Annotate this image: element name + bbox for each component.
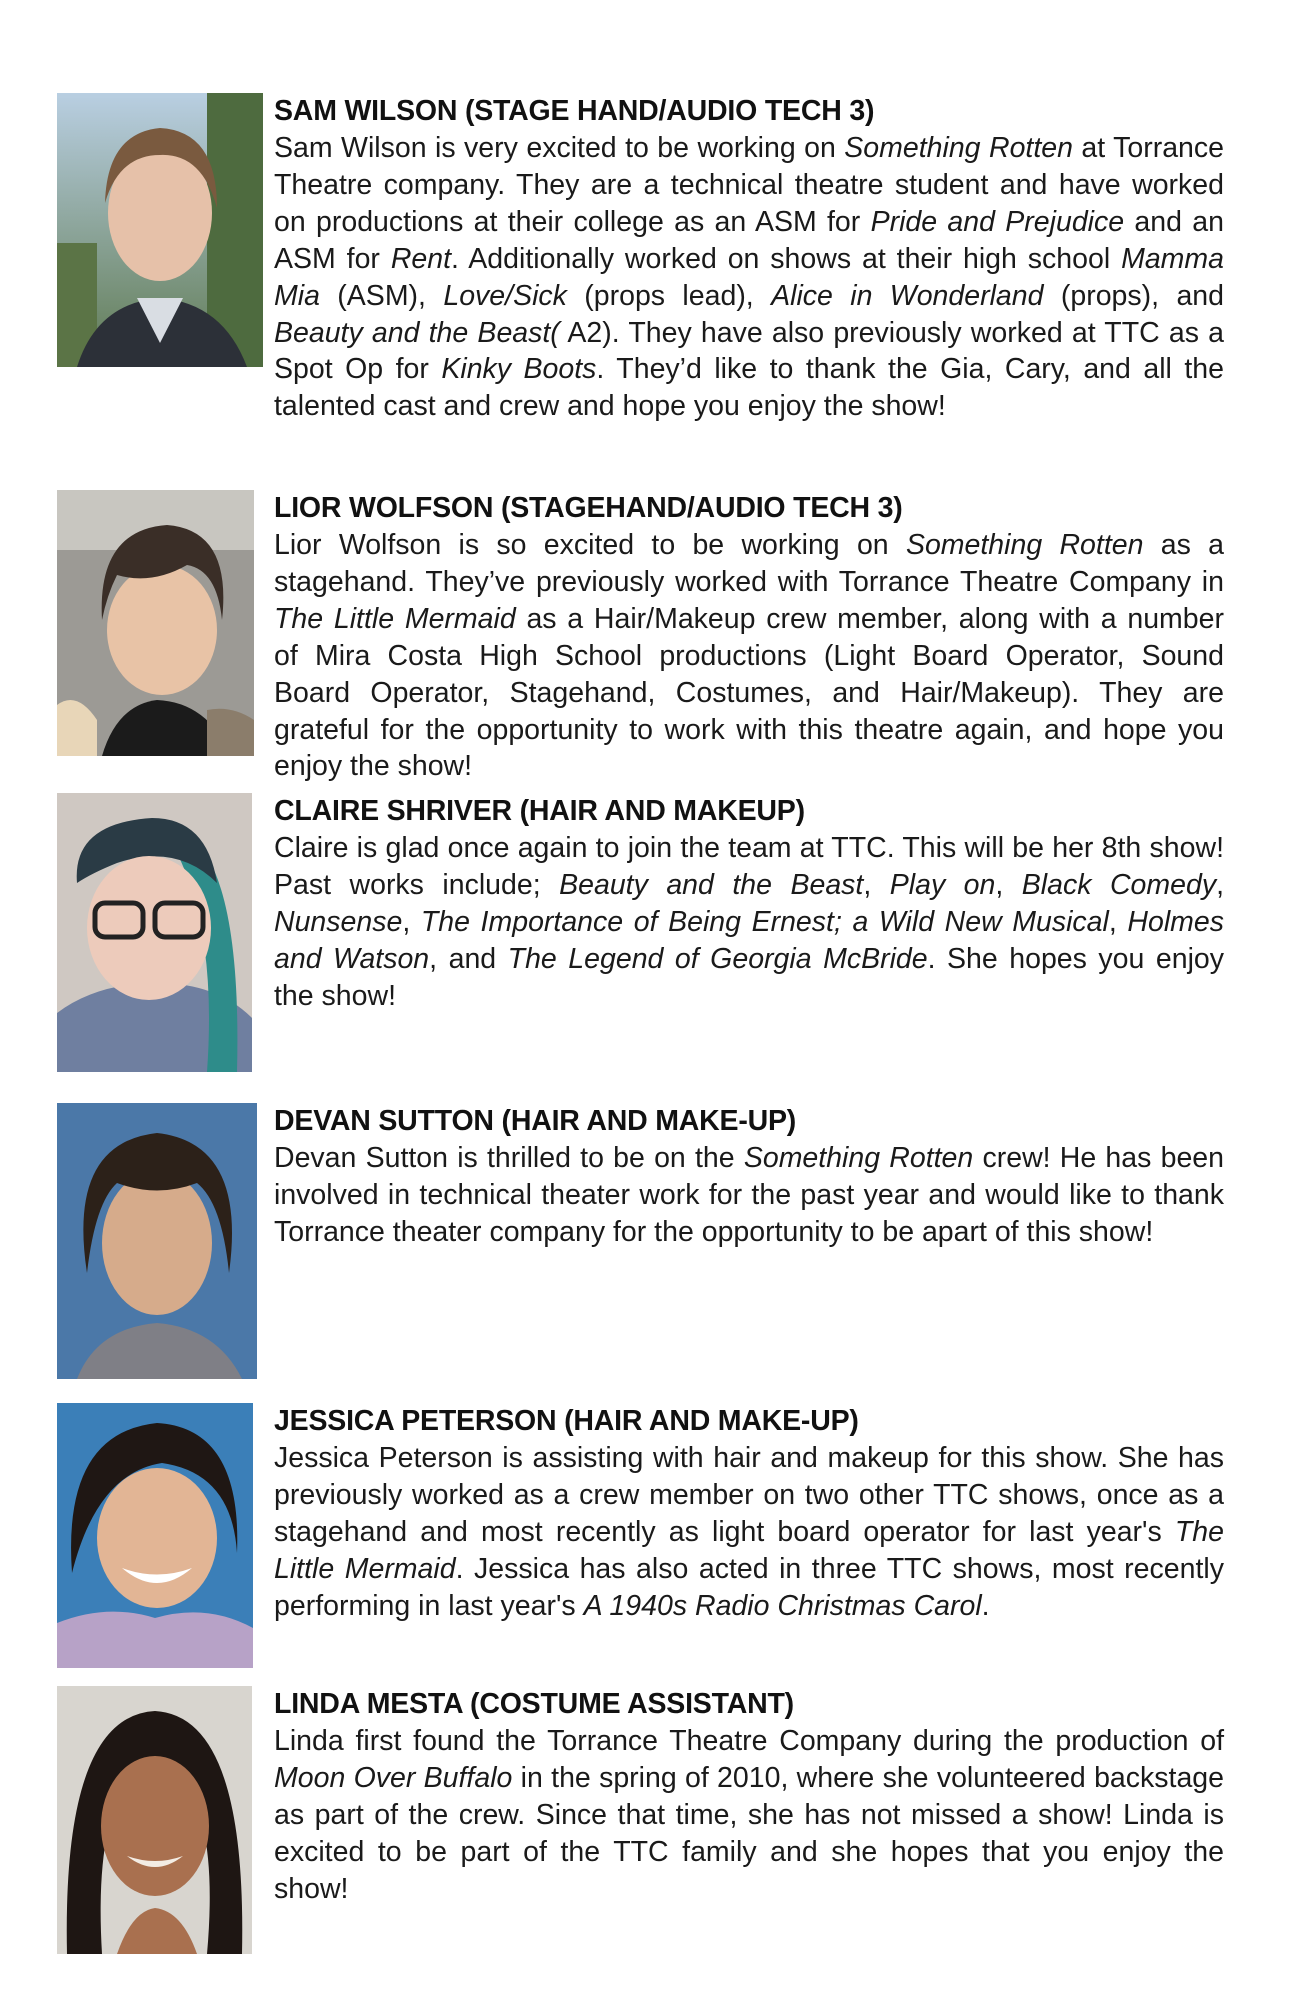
bio-text-run: (props lead), [566,279,772,312]
portrait-image [57,793,252,1072]
bio-text-run: . They’d like to thank the Gia, Cary, and all the talented cast and crew and hope you enjoy the show! [274,353,1224,423]
bio-text-run: as a Hair/Makeup crew member, along with a number of Mira Costa High School productions (Light Board Operator, Sound Board Operator, Stagehand, Costumes, and Hair/Makeup). They are grateful for the opportunity to work with this theatre again, and hope you enjoy the show! [274,602,1224,783]
bio-text-run: as a stagehand. They’ve previously worked with Torrance Theatre Company in [274,529,1224,598]
bio-text-run: , [402,905,421,938]
bio-jessica-peterson [57,1403,1227,1673]
portrait-image [57,1686,252,1954]
show-title-italic: Play on [889,868,996,901]
show-title-italic: Something Rotten [743,1142,974,1174]
bio-name-heading: CLAIRE SHRIVER (HAIR AND MAKEUP) [274,795,805,827]
show-title-italic: Nunsense [274,905,403,938]
bio-paragraph [274,527,1224,785]
bio-text-run: Linda first found the Torrance Theatre Company during the production of [274,1725,1224,1757]
show-title-italic: Rent [390,242,452,275]
bio-name-heading: LINDA MESTA (COSTUME ASSISTANT) [274,1688,794,1720]
portrait-image [57,1103,257,1379]
bio-text-run: , and [429,942,508,975]
bio-name-heading: SAM WILSON (STAGE HAND/AUDIO TECH 3) [274,95,875,127]
show-title-italic: Alice in Wonderland [771,279,1044,312]
show-title-italic: Love/Sick [443,279,567,312]
bio-text [274,1103,1224,1251]
show-title-italic: Something Rotten [905,529,1144,561]
bio-text-run: Devan Sutton is thrilled to be on the [274,1142,744,1174]
bio-text-run: and an ASM for [274,205,1224,275]
bio-text-run: Lior Wolfson is so excited to be working on [274,529,906,561]
bio-text-run: at Torrance Theatre company. They are a technical theatre student and have worked on productions at their college as an ASM for [274,132,1224,238]
show-title-italic: Mamma Mia [274,242,1225,312]
portrait-image [57,1403,253,1668]
bio-text-run: (ASM), [319,279,444,312]
bio-text [274,490,1224,785]
show-title-italic: Beauty and the Beast [559,868,864,901]
bio-text [274,1403,1224,1625]
bio-text [274,93,1224,425]
bio-text-run: Claire is glad once again to join the team at TTC. This will be her 8th show! Past works include; [274,832,1224,901]
bio-name-heading: JESSICA PETERSON (HAIR AND MAKE-UP) [274,1405,859,1437]
bio-linda-mesta [57,1686,1227,1956]
bio-text-run: crew! He has been involved in technical theater work for the past year and would like to thank Torrance theater company for the opportunity to be apart of this show! [274,1142,1224,1248]
bio-text-run: (props), and [1043,279,1224,312]
bio-paragraph [274,130,1224,425]
bio-text [274,793,1224,1015]
bio-paragraph [274,1140,1224,1251]
show-title-italic: The Legend of Georgia McBride [507,942,928,975]
headshot-photo [57,1686,252,1954]
bio-paragraph [274,1723,1224,1908]
show-title-italic: Something Rotten [844,132,1073,164]
show-title-italic: Beauty and the Beast( [274,316,560,349]
bio-text-run: , [1108,905,1128,938]
bio-text-run: . Jessica has also acted in three TTC shows, most recently performing in last year's [274,1552,1224,1622]
bio-text-run: A2). They have also previously worked at TTC as a Spot Op for [274,316,1224,386]
show-title-italic: A 1940s Radio Christmas Carol [583,1589,982,1622]
show-title-italic: The Importance of Being Ernest; a Wild New Musical [420,905,1109,938]
bio-text-run: , [1216,868,1224,901]
bio-text-run: . She hopes you enjoy the show! [274,942,1225,1012]
bio-text-run: Jessica Peterson is assisting with hair and makeup for this show. She has previously worked as a crew member on two other TTC shows, once as a stagehand and most recently as light board operator for last year's [274,1442,1224,1548]
headshot-photo [57,93,263,367]
bio-text-run: , [995,868,1022,901]
show-title-italic: The Little Mermaid [274,602,516,635]
show-title-italic: Pride and Prejudice [870,205,1125,238]
bio-devan-sutton [57,1103,1227,1379]
bio-text-run: Sam Wilson is very excited to be working on [274,132,845,164]
headshot-photo [57,1103,257,1379]
headshot-photo [57,793,252,1072]
bio-claire-shriver [57,793,1227,1073]
bio-text-run: , [863,868,890,901]
show-title-italic: The Little Mermaid [274,1515,1224,1585]
bio-text-run: . [981,1589,990,1622]
portrait-image [57,490,254,756]
bio-paragraph [274,830,1224,1015]
bio-lior-wolfson [57,490,1227,790]
bio-sam-wilson [57,93,1227,461]
bio-text-run: in the spring of 2010, where she volunteered backstage as part of the crew. Since that time, she has not missed a show! Linda is excited to be part of the TTC family and she hopes that you enjoy the show! [274,1761,1224,1905]
show-title-italic: Kinky Boots [441,353,597,386]
bio-text-run: . Additionally worked on shows at their high school [451,242,1122,275]
bio-text [274,1686,1224,1908]
portrait-image [57,93,263,367]
bio-paragraph [274,1440,1224,1625]
headshot-photo [57,1403,253,1668]
bio-name-heading: DEVAN SUTTON (HAIR AND MAKE-UP) [274,1105,797,1137]
show-title-italic: Moon Over Buffalo [274,1761,513,1794]
headshot-photo [57,490,254,756]
show-title-italic: Holmes and Watson [274,905,1224,975]
show-title-italic: Black Comedy [1021,868,1217,901]
bio-name-heading: LIOR WOLFSON (STAGEHAND/AUDIO TECH 3) [274,492,903,524]
